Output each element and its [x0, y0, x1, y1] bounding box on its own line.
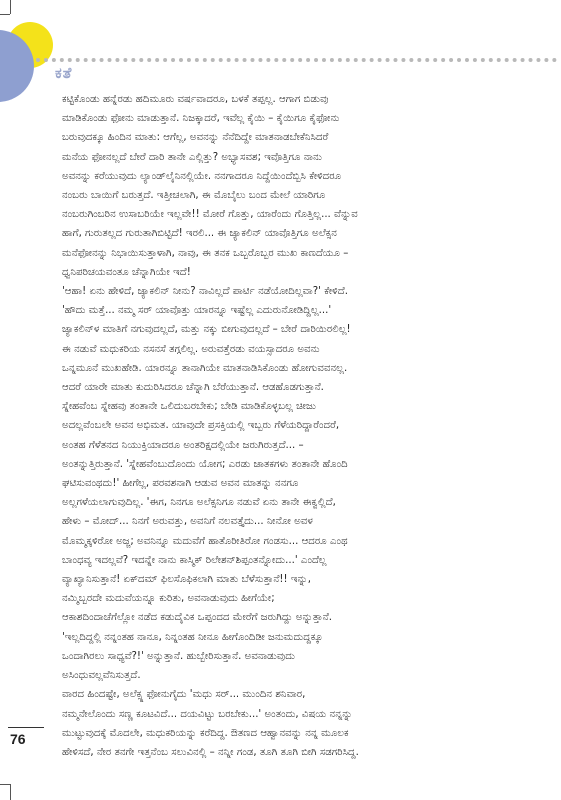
body-line: ಅದಲ್ಲವೆಂಬಲೇ ಅವನ ಅಭಿಮತ. ಯಾವುದೇ ಪ್ರಸಕ್ತಿಯಲ್ಲಿ ಇಬ್ಬರು ಗೆಳೆಯರಿದ್ದಾರೆಂದರೆ, [62, 420, 340, 432]
body-line: ನಂಬರುಗಿಂಬರಿನ ಉಸಾಬರಿಯೇ ಇಲ್ಲವೇ!! ಮೋರೆ ಗೊತ್ತು, ಯಾರೆಂದು ಗೊತ್ತಿಲ್ಲ... ವೆನ್ನುವ [62, 209, 358, 221]
body-line: ಒಂದಾಗಿರಲು ಸಾಧ್ಯವೆ?!' ಅನ್ನುತ್ತಾನೆ. ಹುಬ್ಬೇರಿಸುತ್ತಾನೆ. ಅವನಾಡುವುದು [62, 650, 296, 662]
body-line: ನಮ್ಮನೇಲೊಂದು ಸಣ್ಣ ಕೂಟವಿದೆ... ದಯವಿಟ್ಟು ಬರಬೇಕು...' ಅಂತಂದು, ವಿಷಯ ನನ್ನನ್ನು [62, 708, 353, 720]
story-body-text [62, 90, 480, 762]
body-line: ಒನ್ನಮೂನೆ ಮುಖಹೇಡಿ. ಯಾರನ್ನೂ ತಾನಾಗಿಯೇ ಮಾತನಾಡಿಸಿಕೊಂಡು ಹೋಗುವವನಲ್ಲ. [62, 362, 348, 374]
page-number: 76 [10, 731, 26, 747]
body-line: ಆಕಾಶದಿಂದಾಚೆಗೆಲ್ಲೋ ನಡೆದ ಕಡುದೈವಿಕ ಒಪ್ಪಂದದ ಮೇರೆಗೆ ಜರುಗಿದ್ದು ಅನ್ನುತ್ತಾನೆ. [62, 612, 332, 624]
crop-mark-bottom-left-vertical [10, 784, 11, 800]
body-line: ಅಸಿಂಧುವಲ್ಲವೆನಿಸುತ್ತದೆ. [62, 670, 141, 682]
body-line: ವಾರದ ಹಿಂದಷ್ಟೇ, ಅಲೆಕ್ಸ್ನ ಫೋನುಗೈದು 'ಮಧು ಸರ್... ಮುಂದಿನ ಶನಿವಾರ, [62, 689, 306, 701]
body-line: ಅಂತಹ ಗೆಳೆತನದ ನಿಯುಕ್ತಿಯಾದರೂ ಅಂತರಿಕ್ಷದಲ್ಲಿಯೇ ಜರುಗಿರುತ್ತದೆ... – [62, 439, 304, 451]
body-line: ಜ್ಯಾಕಲಿನ್‌ಳ ಮಾತಿಗೆ ನಗುವುದಲ್ಲದೆ, ಮತ್ತು ನಕ್ಕು ಬೀಗುವುದಲ್ಲದೆ – ಬೇರೆ ದಾರಿಯಿರಲಿಲ್ಲ! [62, 324, 351, 336]
body-line: ಬಾಂಧವ್ಯ ಇದಲ್ಲವೆ? ಇದನ್ನೇ ನಾನು ಕಾಸ್ಮಿಕ್ ರಿಲೇಶನ್‌ಶಿಪ್ಪಂತನ್ನೋದು...' ಎಂದೆಲ್ಲ [62, 554, 327, 566]
body-line: 'ಆಹಾ! ಏನು ಹೇಳಿದೆ, ಜ್ಯಾಕಲಿನ್ ನೀನು? ನಾವಿಲ್ಲದೆ ಪಾರ್ಟಿ ನಡೆಯೋದಿಲ್ಲವಾ?' ಕೇಳಿದೆ. [62, 286, 348, 298]
body-line: ನಂಬರು ಬಾಯಿಗೆ ಬರುತ್ತದೆ. ಇತ್ತೀಚಲಾಗಿ, ಈ ಮೊಬೈಲು ಬಂದ ಮೇಲೆ ಯಾರಿಗೂ [62, 190, 326, 202]
body-line: ಕಟ್ಟಿಕೊಂಡು ಹನ್ನೆರಡು ಹದಿಮೂರು ವರ್ಷವಾದರೂ, ಬಳಕೆ ತಪ್ಪಲ್ಲ. ಆಗಾಗ ಬಿಡುವು [62, 94, 329, 105]
body-line: ಸ್ನೇಹವೆಂಬ ಸ್ನೇಹವು ತಂತಾನೇ ಒಲಿದುಬರಬೇಕು; ಬೇಡಿ ಮಾಡಿಕೊಳ್ಳಬಲ್ಲ ಚೀಜು [62, 401, 317, 413]
body-line: ಬರುವುದಕ್ಕೂ ಹಿಂದಿನ ಮಾತು: ಆಗೆಲ್ಲ, ಅವನನ್ನು ನೆನೆದಿದ್ದೇ ಮಾತನಾಡಬೇಕೆನಿಸಿದರೆ [62, 132, 329, 144]
body-line: ನಮ್ಮಿಬ್ಬರದೇ ಮದುವೆಯನ್ನೂ ಕುರಿತು, ಅವನಾಡುವುದು ಹೀಗೆಯೇ; [62, 593, 275, 605]
body-line: 'ಇಲ್ಲದಿದ್ದಲ್ಲಿ ನನ್ನಂತಹ ನಾನೂ, ನಿನ್ನಂತಹ ನೀನೂ ಹೀಗೊಂದಿಡೀ ಜನುಮದುದ್ದಕ್ಕೂ [62, 631, 323, 643]
body-line: ವ್ಯಾಖ್ಯಾನಿಸುತ್ತಾನೆ! ಏಕ್‌ದಮ್ ಫಿಲಸೊಫಿಕಲಾಗಿ ಮಾತು ಬೆಳೆಸುತ್ತಾನೆ!! ಇನ್ನು, [62, 574, 311, 586]
body-line: ಮುಟ್ಟುವುದಕ್ಕೆ ಮೊದಲೇ, ಮಧುಕರಿಯನ್ನು ಕರೆದಿದ್ದ. ಔತಣದ ಆಹ್ವಾನವನ್ನು ನನ್ನ ಮೂಲಕ [62, 727, 349, 739]
body-line: ಹೇಳಿಸದೆ, ನೇರ ತನಗೇ ಇತ್ತನೆಂಬ ಸಲುವಿನಲ್ಲಿ – ನನ್ನೀ ಗಂಡ, ತೂಗಿ ತೂಗಿ ಬೀಗಿ ಸಡಗರಿಸಿದ್ದ. [62, 746, 359, 758]
body-line: ಮನೆಫೋನನ್ನು ನಿಭಾಯಿಸುತ್ತಾಳಾಗಿ, ನಾವು, ಈ ತನಕ ಒಬ್ಬರೊಬ್ಬರ ಮುಖ ಕಾಣದೆಯೂ – [62, 247, 349, 259]
page-number-rule [8, 727, 44, 728]
body-line: ಅವನನ್ನು ಕರೆಯುವುದು ಲ್ಯಾಂಡ್‌ಲೈನಿನಲ್ಲಿಯೇ. ನನಗಾದರೂ ನಿದ್ದೆಯಿಂದೆಬ್ಬಿಸಿ ಕೇಳಿದರೂ [62, 170, 342, 182]
body-line: ಧ್ವನಿಪರಿಚಯವಂತೂ ಚೆನ್ನಾಗಿಯೇ ಇದೆ! [62, 266, 191, 278]
body-line: ಆದರೆ ಯಾರೇ ಮಾತು ಕುದುರಿಸಿದರೂ ಚೆನ್ನಾಗಿ ಬೆರೆಯುತ್ತಾನೆ. ಆಡಹೊಡಗುತ್ತಾನೆ. [62, 382, 324, 394]
crop-mark-top-left-vertical [10, 0, 11, 14]
body-line: ಹಾಗೆ, ಗುರುತಲ್ಲದ ಗುರುತಾಗಿಬಿಟ್ಟಿದೆ! ಇರಲಿ... ಈ ಜ್ಯಾಕಲಿನ್ ಯಾವೊತ್ತಿಗೂ ಅಲೆಕ್ಸನ [62, 228, 337, 240]
crop-mark-top-left-horizontal [0, 14, 10, 15]
section-label: ಕತೆ [55, 64, 73, 82]
body-line: ಮನೆಯ ಫೋನಲ್ಲದೆ ಬೇರೆ ದಾರಿ ತಾನೇ ಎಲ್ಲಿತ್ತು? ಅಭ್ಯಾಸವಶ; ಇವೊತ್ತಿಗೂ ನಾನು [62, 151, 322, 163]
body-line: ಮೊಮ್ಮಕ್ಕಳಿರೋ ಅಜ್ಜ; ಅವನಿನ್ನೂ ಮದುವೆಗೆ ಹಾತೊರೀತಿರೋ ಗಂಡಸು... ಆದರೂ ಎಂಥ [62, 535, 348, 547]
body-line: ಈ ನಡುವೆ ಮಧುಕರಿಯ ನಸನಸೆ ತಗ್ಗಲಿಲ್ಲ. ಅರುವತ್ತೆರಡು ವಯಸ್ಸಾದರೂ ಅವನು [62, 343, 320, 355]
body-line: ಅಲ್ಲಗಳೆಯಲಾಗುವುದಿಲ್ಲ. 'ಈಗ, ನಿನಗೂ ಅಲೆಕ್ಸನಿಗೂ ನಡುವೆ ಏನು ತಾನೇ ಈಕ್ವಲ್ಲಿದೆ, [62, 497, 336, 509]
body-line: ಮಾಡಿಕೊಂಡು ಫೋನು ಮಾಡುತ್ತಾನೆ. ನಿಜಕ್ಕಾದರೆ, ಇವೆಲ್ಲ ಕೈಯಿ – ಕೈಯಿಗೂ ಕೈಫೋನು [62, 113, 340, 125]
body-line: 'ಹೌದು ಮತ್ತೆ... ನಮ್ಮ ಸರ್ ಯಾವೊತ್ತು ಯಾರನ್ನೂ ಇಷ್ಟೆಲ್ಲ ಎದುರುನೋಡಿದ್ದಿಲ್ಲ...' [62, 305, 332, 317]
header-dotted-rule [36, 58, 557, 62]
body-line: ಹೇಳು – ಮೋದ್‌... ನಿನಗೆ ಅರುವತ್ತು, ಅವನಿಗೆ ನಲವತ್ತೈದು... ನೀನೋ ಅವಳ [62, 516, 313, 528]
crop-mark-bottom-left-horizontal [0, 784, 10, 785]
body-line: ಅಂತನ್ನುತ್ತಿರುತ್ತಾನೆ. 'ಸ್ನೇಹವೆಂಬುದೊಂದು ಯೋಗ; ಎರಡು ಜಾತಕಗಳು ತಂತಾನೇ ಹೊಂದಿ [62, 458, 348, 470]
body-line: ಘಟಿಸುವಂಥದು!' ಹೀಗೆಲ್ಲ, ಪರವಶನಾಗಿ ಆಡುವ ಅವನ ಮಾತನ್ನು ನನಗೂ [62, 478, 299, 490]
